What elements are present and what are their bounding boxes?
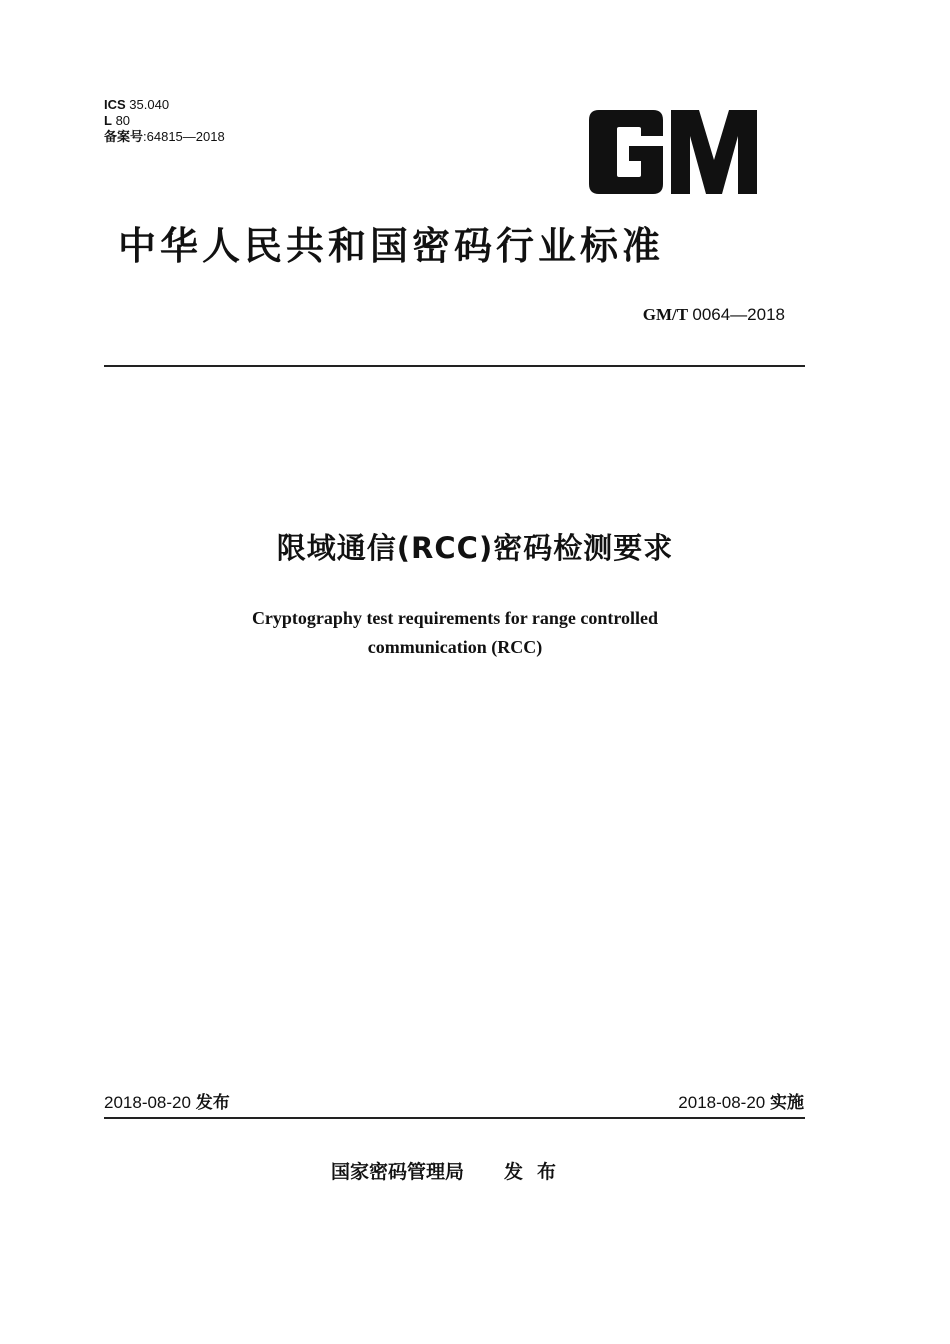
document-title-cn: 限域通信(RCC)密码检测要求 [276,531,674,565]
gm-logo [589,110,757,194]
record-line [104,129,225,145]
ics-key: ICS [104,97,126,112]
issuer-block [331,1157,570,1184]
implement-date-block [678,1088,804,1113]
standard-code-prefix: GM/T [642,305,689,324]
standard-category-title: 中华人民共和国密码行业标准 [118,224,665,268]
l-value: 80 [115,113,131,128]
implement-date: 2018-08-20 [678,1093,766,1112]
publish-label: 发布 [195,1093,230,1113]
header-divider [104,365,805,367]
issuer-name: 国家密码管理局 [331,1161,465,1183]
classification-block [104,97,225,145]
publish-date: 2018-08-20 [104,1093,191,1112]
issue-label: 发布 [504,1161,571,1183]
document-title-en-line1: Cryptography test requirements for range controlled [251,608,659,628]
publish-date-block [104,1088,230,1113]
gm-logo-g [589,110,663,194]
document-title-en [0,604,910,662]
l-line [104,113,225,129]
footer-divider [104,1117,805,1119]
l-key: L [104,113,112,128]
standard-code-number: 0064—2018 [692,305,785,324]
ics-line [104,97,225,113]
document-title-en-line2: communication (RCC) [367,637,543,657]
standard-code [643,305,785,325]
gm-logo-m [671,110,757,194]
implement-label: 实施 [770,1093,804,1113]
record-value: :64815—2018 [143,129,225,144]
record-key: 备案号 [104,129,144,144]
ics-value: 35.040 [129,97,170,112]
